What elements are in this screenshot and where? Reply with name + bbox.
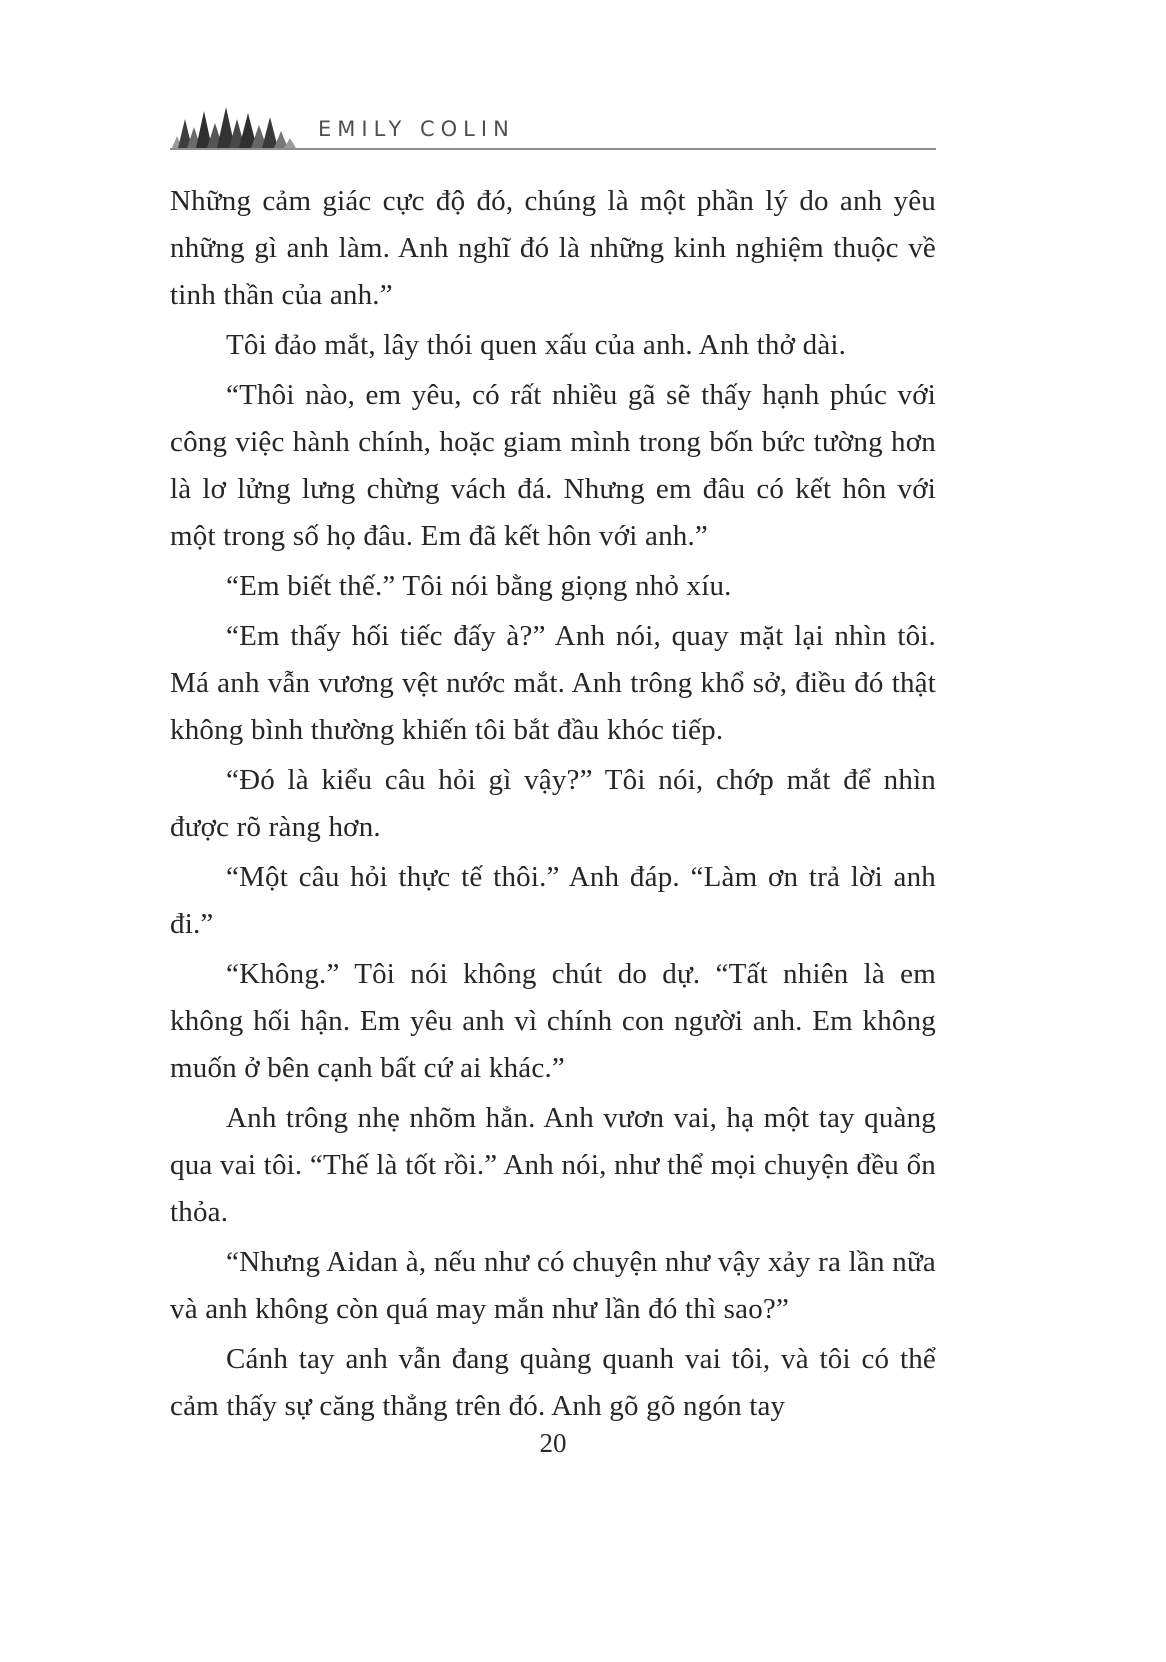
page-number: 20 bbox=[539, 1428, 567, 1458]
page-body bbox=[170, 178, 936, 1433]
author-name: EMILY COLIN bbox=[318, 117, 515, 141]
paragraph: Tôi đảo mắt, lây thói quen xấu của anh. Anh thở dài. bbox=[226, 329, 847, 361]
paragraph: “Em thấy hối tiếc đấy à?” Anh nói, quay mặt lại nhìn tôi. Má anh vẫn vương vệt nước mắt. Anh trông khổ sở, điều đó thật không bình thường khiến tôi bắt đầu khóc tiếp. bbox=[170, 620, 936, 746]
paragraph: “Em biết thế.” Tôi nói bằng giọng nhỏ xíu. bbox=[226, 570, 732, 602]
paragraph: “Không.” Tôi nói không chút do dự. “Tất nhiên là em không hối hận. Em yêu anh vì chính con người anh. Em không muốn ở bên cạnh bất cứ ai khác.” bbox=[170, 958, 936, 1084]
paragraph: “Một câu hỏi thực tế thôi.” Anh đáp. “Làm ơn trả lời anh đi.” bbox=[170, 861, 936, 940]
paragraph: “Nhưng Aidan à, nếu như có chuyện như vậy xảy ra lần nữa và anh không còn quá may mắn như lần đó thì sao?” bbox=[170, 1246, 936, 1325]
paragraph: Cánh tay anh vẫn đang quàng quanh vai tôi, và tôi có thể cảm thấy sự căng thẳng trên đó. Anh gõ gõ ngón tay bbox=[170, 1343, 936, 1422]
page-header bbox=[170, 102, 936, 150]
paragraph: Những cảm giác cực độ đó, chúng là một phần lý do anh yêu những gì anh làm. Anh nghĩ đó là những kinh nghiệm thuộc về tinh thần của anh.” bbox=[170, 185, 936, 311]
forest-trees-icon bbox=[170, 105, 302, 149]
paragraph: “Thôi nào, em yêu, có rất nhiều gã sẽ thấy hạnh phúc với công việc hành chính, hoặc giam mình trong bốn bức tường hơn là lơ lửng lưng chừng vách đá. Nhưng em đâu có kết hôn với một trong số họ đâu. Em đã kết hôn với anh.” bbox=[170, 379, 936, 552]
paragraph: Anh trông nhẹ nhõm hẳn. Anh vươn vai, hạ một tay quàng qua vai tôi. “Thế là tốt rồi.” Anh nói, như thể mọi chuyện đều ổn thỏa. bbox=[170, 1102, 936, 1228]
paragraph: “Đó là kiểu câu hỏi gì vậy?” Tôi nói, chớp mắt để nhìn được rõ ràng hơn. bbox=[170, 764, 936, 843]
